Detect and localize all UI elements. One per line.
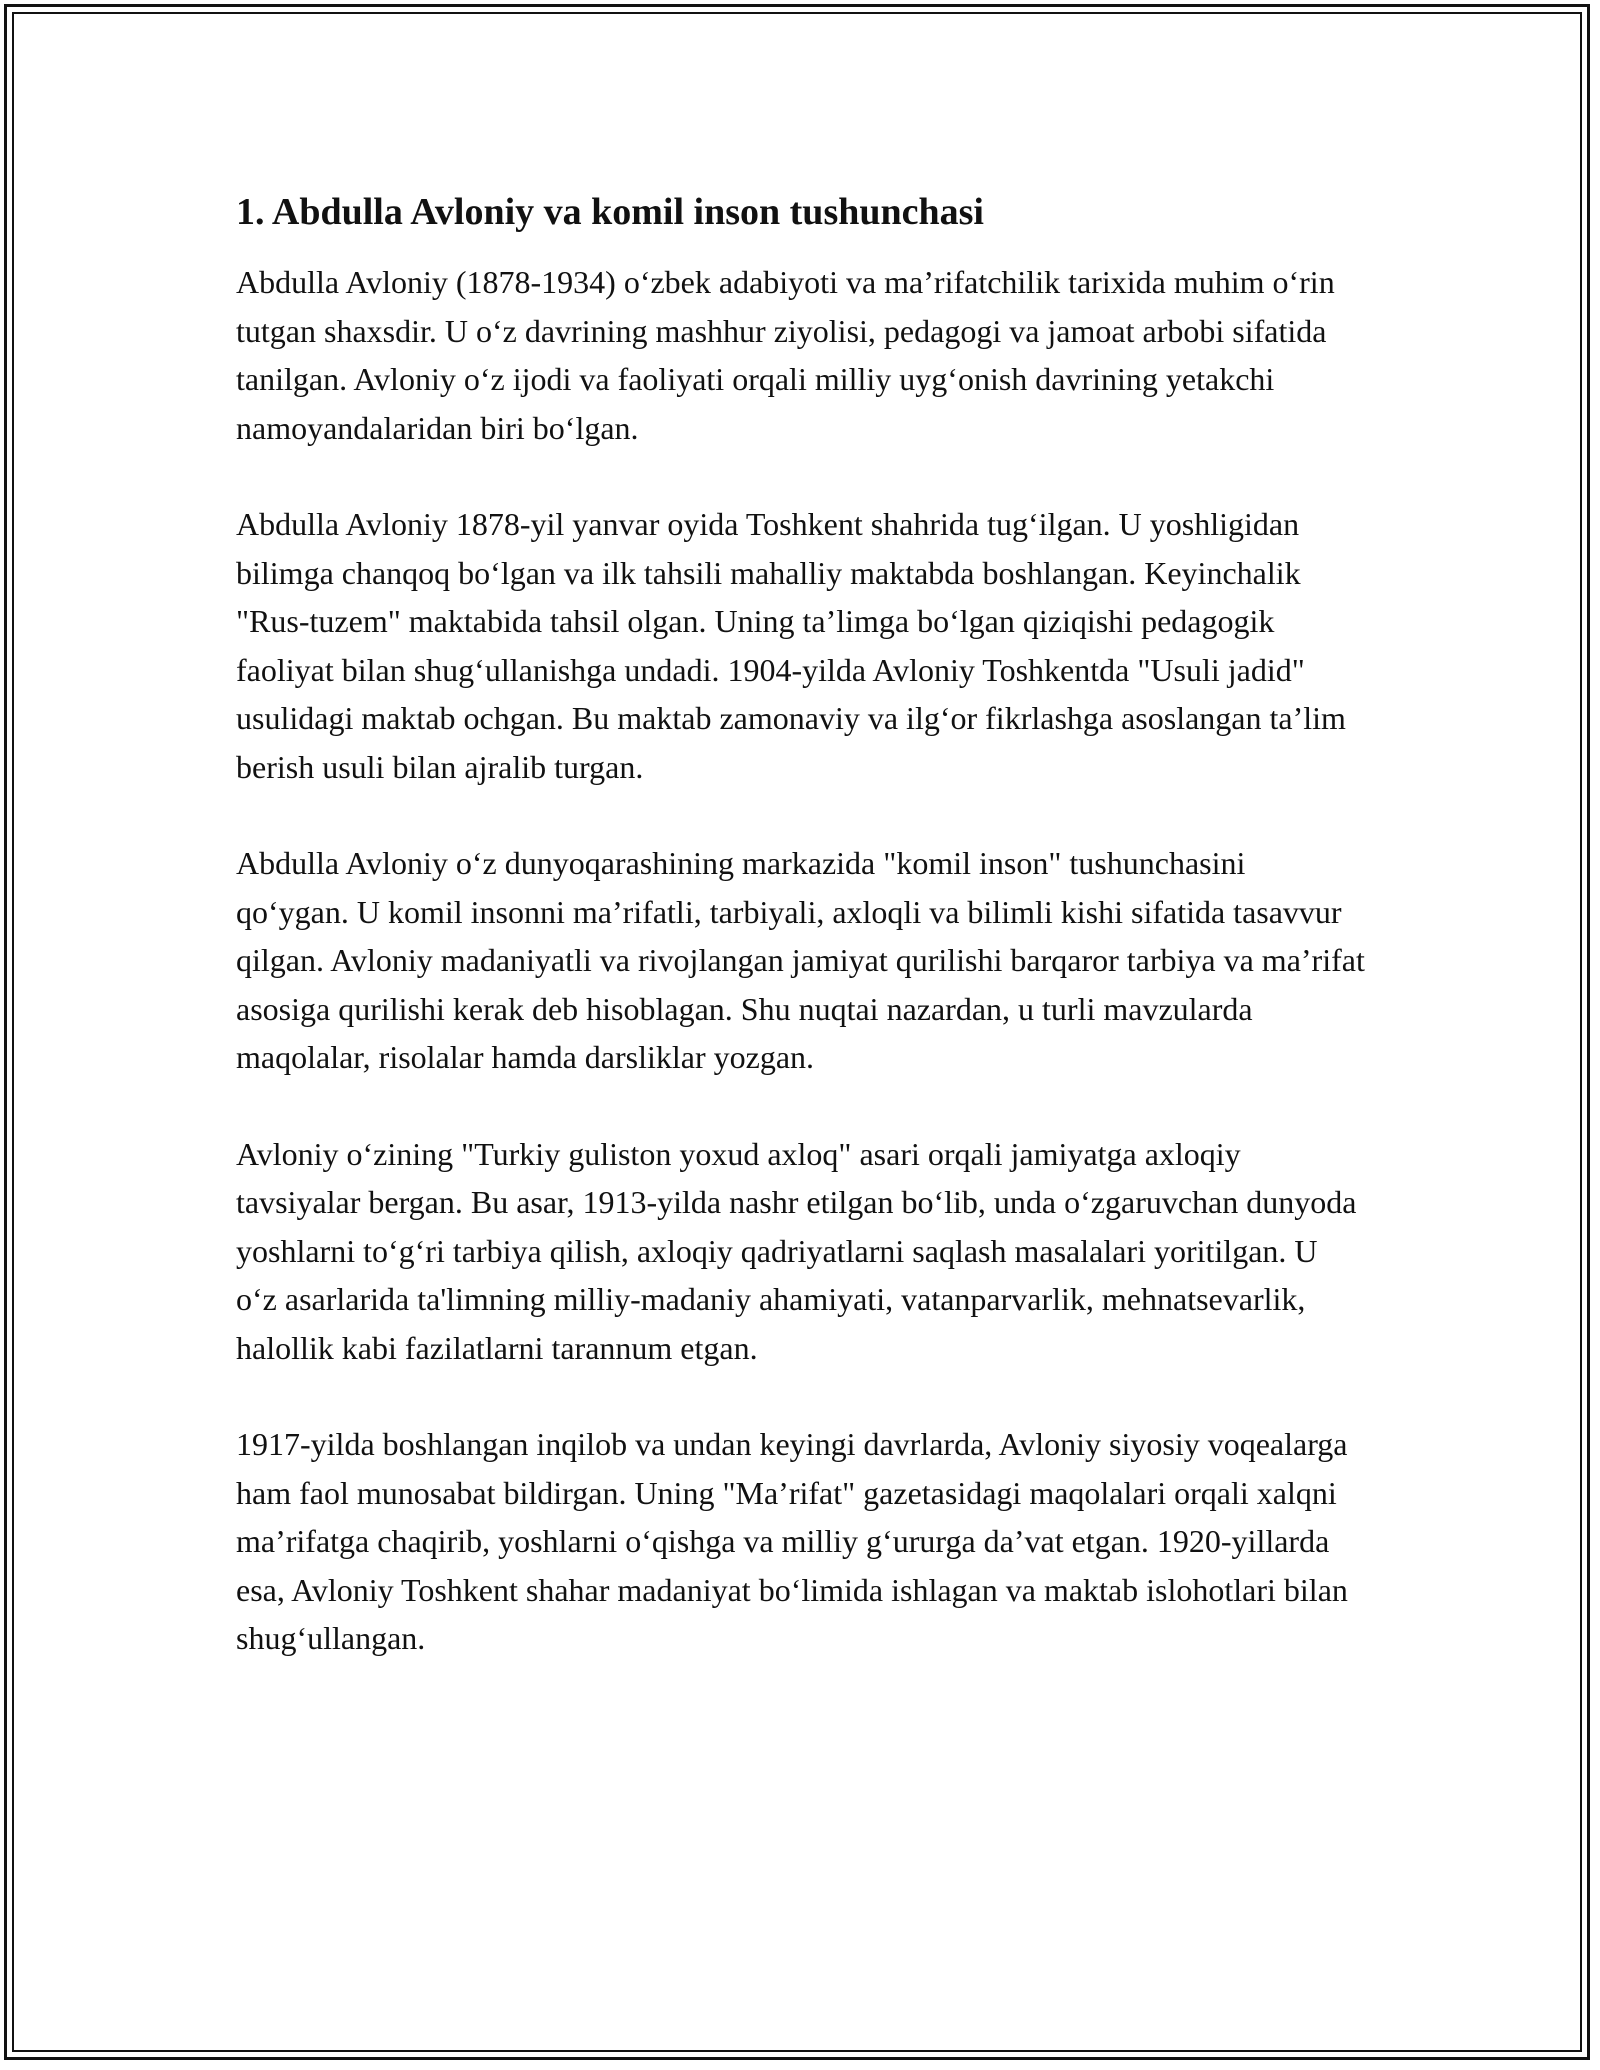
document-body: [236, 188, 1366, 1711]
paragraph-biography: Abdulla Avloniy 1878-yil yanvar oyida Toshkent shahrida tug‘ilgan. U yoshligidan bilimga chanqoq bo‘lgan va ilk tahsili mahalliy maktabda boshlangan. Keyinchalik "Rus-tuzem" maktabida tahsil olgan. Uning ta’limga bo‘lgan qiziqishi pedagogik faoliyat bilan shug‘ullanishga undadi. 1904-yilda Avloniy Toshkentda "Usuli jadid" usulidagi maktab ochgan. Bu maktab zamonaviy va ilg‘or fikrlashga asoslangan ta’lim berish usuli bilan ajralib turgan.: [236, 506, 1346, 785]
paragraph-turkiy-guliston: Avloniy o‘zining "Turkiy guliston yoxud axloq" asari orqali jamiyatga axloqiy tavsiyalar bergan. Bu asar, 1913-yilda nashr etilgan bo‘lib, unda o‘zgaruvchan dunyoda yoshlarni to‘g‘ri tarbiya qilish, axloqiy qadriyatlarni saqlash masalalari yoritilgan. U o‘z asarlarida ta'limning milliy-madaniy ahamiyati, vatanparvarlik, mehnatsevarlik, halollik kabi fazilatlarni tarannum etgan.: [236, 1135, 1357, 1366]
document-title: 1. Abdulla Avloniy va komil inson tushunchasi: [236, 191, 984, 233]
paragraph-komil-inson: Abdulla Avloniy o‘z dunyoqarashining markazida "komil inson" tushunchasini qo‘ygan. U komil insonni ma’rifatli, tarbiyali, axloqli va bilimli kishi sifatida tasavvur qilgan. Avloniy madaniyatli va rivojlangan jamiyat qurilishi barqaror tarbiya va ma’rifat asosiga qurilishi kerak deb hisoblagan. Shu nuqtai nazardan, u turli mavzularda maqolalar, risolalar hamda darsliklar yozgan.: [236, 845, 1365, 1075]
paragraph-intro: Abdulla Avloniy (1878-1934) o‘zbek adabiyoti va ma’rifatchilik tarixida muhim o‘rin tutgan shaxsdir. U o‘z davrining mashhur ziyolisi, pedagogi va jamoat arbobi sifatida tanilgan. Avloniy o‘z ijodi va faoliyati orqali milliy uyg‘onish davrining yetakchi namoyandalaridan biri bo‘lgan.: [236, 264, 1335, 446]
paragraph-revolution-period: 1917-yilda boshlangan inqilob va undan keyingi davrlarda, Avloniy siyosiy voqealarga ham faol munosabat bildirgan. Uning "Ma’rifat" gazetasidagi maqolalari orqali xalqni ma’rifatga chaqirib, yoshlarni o‘qishga va milliy g‘ururga da’vat etgan. 1920-yillarda esa, Avloniy Toshkent shahar madaniyat bo‘limida ishlagan va maktab islohotlari bilan shug‘ullangan.: [236, 1426, 1348, 1656]
